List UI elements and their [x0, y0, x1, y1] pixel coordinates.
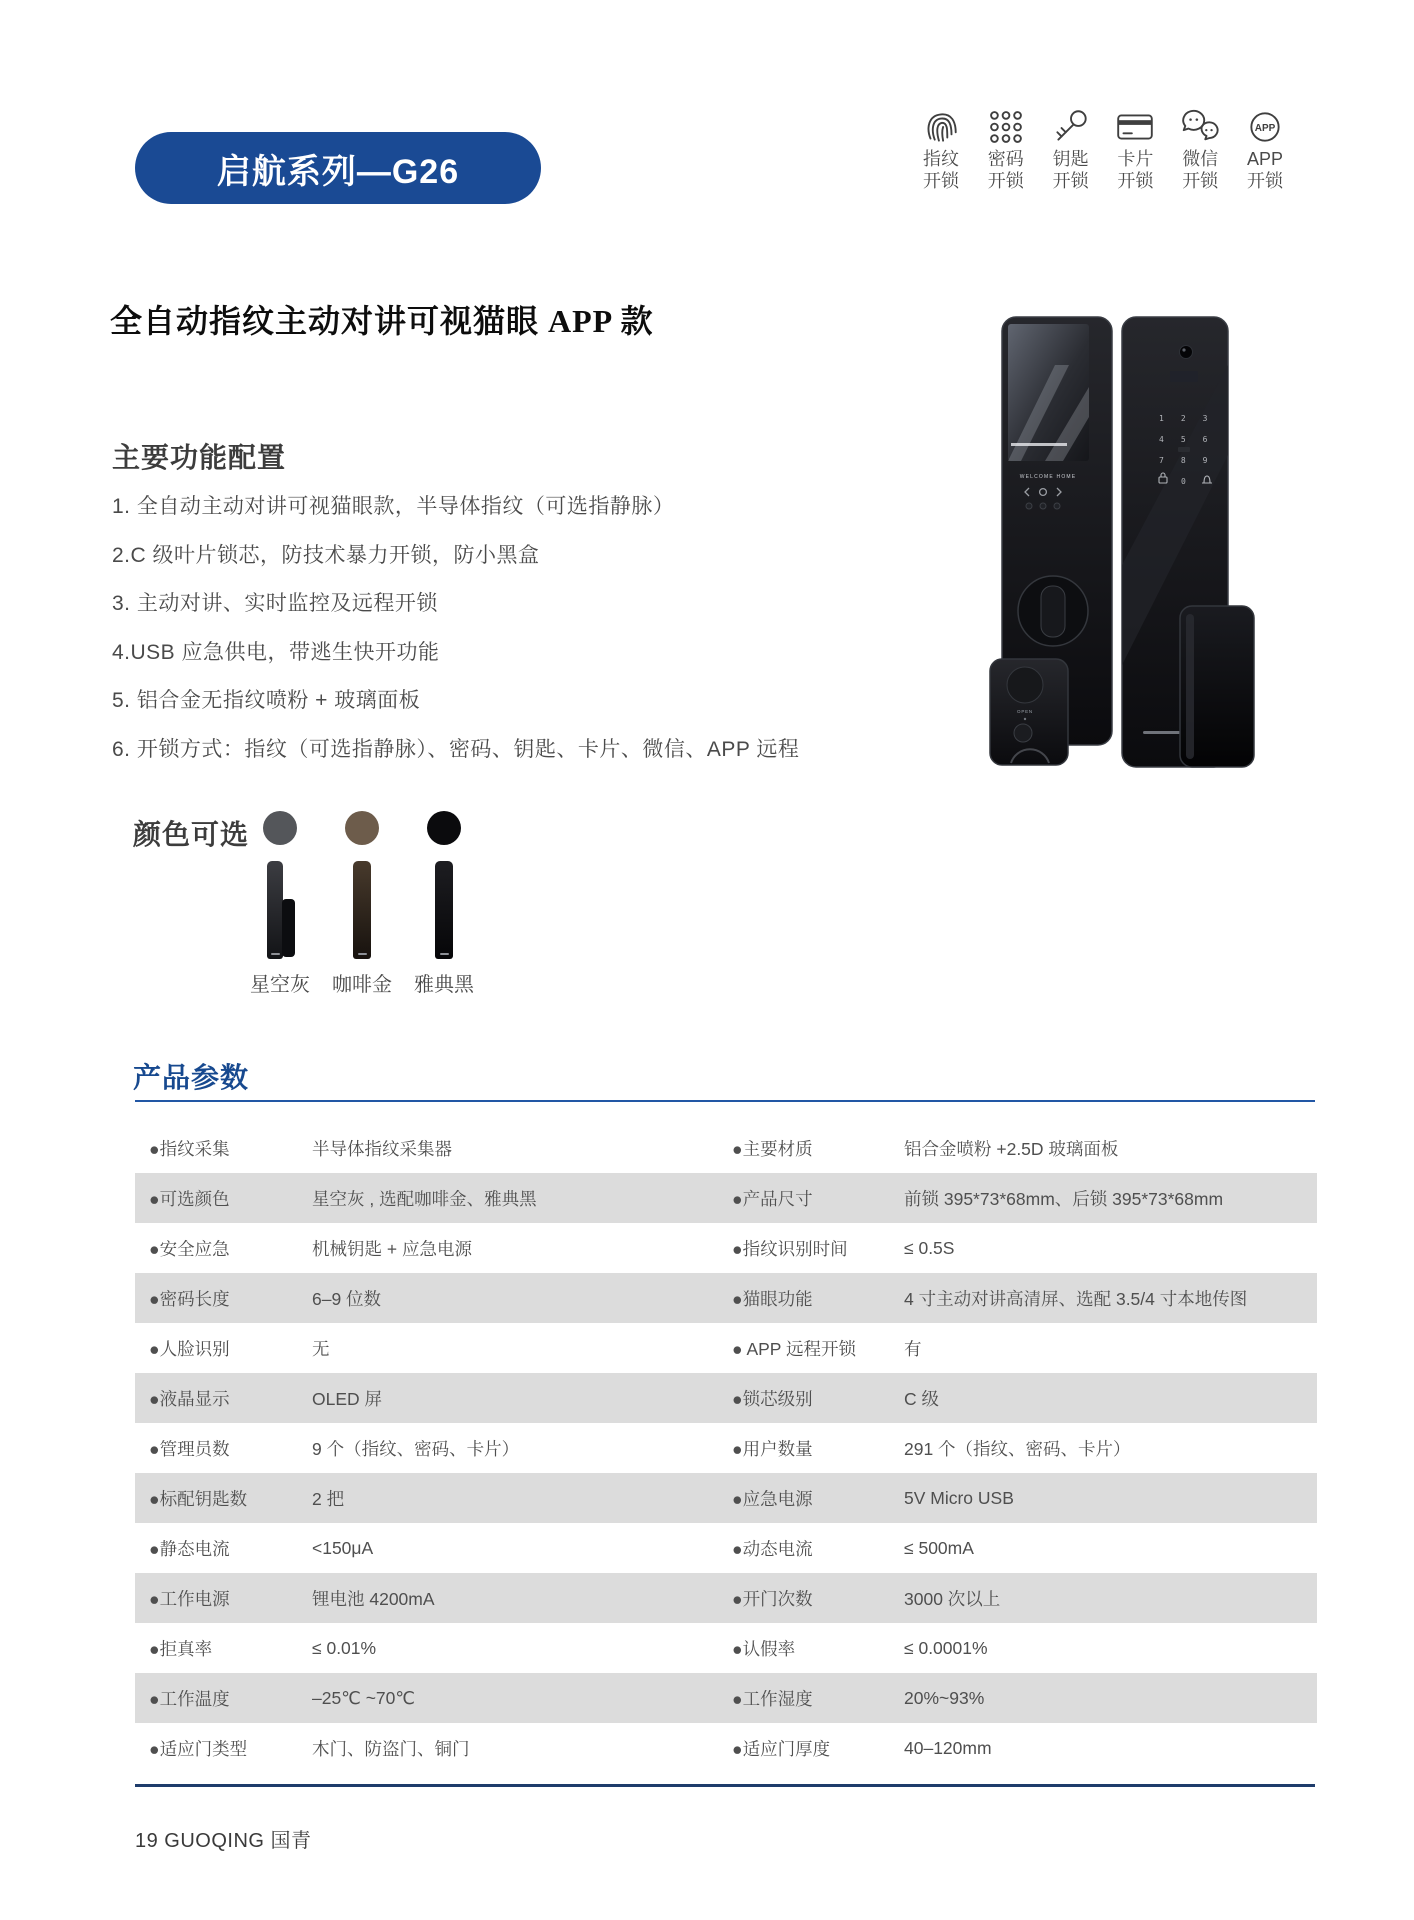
feature-item: 2.C 级叶片锁芯，防技术暴力开锁，防小黑盒 [112, 543, 540, 567]
table-row [135, 1573, 1317, 1623]
keypad-row-3: 789 [1159, 456, 1225, 465]
spec-label: ●人脸识别 [149, 1338, 230, 1359]
spec-value: 前锁 395*73*68mm、后锁 395*73*68mm [904, 1188, 1224, 1209]
lock-thumbnail-body [267, 861, 283, 959]
spec-value: 星空灰 , 选配咖啡金、雅典黑 [312, 1188, 537, 1209]
keypad-icon [985, 106, 1027, 148]
spec-value: 无 [312, 1338, 330, 1359]
spec-label: ●动态电流 [732, 1538, 813, 1559]
unlock-method-label-top: 卡片 [1117, 149, 1154, 169]
spec-value: 3000 次以上 [904, 1588, 1001, 1609]
fingerprint-icon [920, 106, 962, 148]
unlock-method-label-top: APP [1246, 149, 1283, 169]
unlock-method-label-top: 钥匙 [1052, 149, 1089, 169]
app-icon-text: APP [1254, 123, 1276, 135]
lock-thumbnail-slot [358, 953, 367, 955]
door-lock-render [985, 305, 1265, 775]
spec-label: ●适应门类型 [149, 1738, 248, 1759]
unlock-method-label-bottom: 开锁 [1052, 171, 1089, 191]
unlock-methods-row [912, 106, 1294, 192]
spec-label: ●指纹采集 [149, 1138, 230, 1159]
unlock-method-label-bottom: 开锁 [923, 171, 959, 191]
color-options-heading: 颜色可选 [133, 819, 250, 850]
camera-lens [1180, 346, 1193, 359]
spec-value: 木门、防盗门、铜门 [312, 1738, 470, 1759]
spec-value: 291 个（指纹、密码、卡片） [904, 1438, 1131, 1459]
spec-label: ●用户数量 [732, 1438, 813, 1459]
spec-value: 铝合金喷粉 +2.5D 玻璃面板 [904, 1138, 1119, 1159]
open-knob [1007, 667, 1043, 703]
unlock-method-label-bottom: 开锁 [987, 171, 1024, 191]
spec-value: 4 寸主动对讲高清屏、选配 3.5/4 寸本地传图 [904, 1288, 1248, 1309]
spec-value: 锂电池 4200mA [312, 1588, 435, 1609]
unlock-method-label-top: 微信 [1182, 149, 1219, 169]
specs-table [135, 1123, 1317, 1773]
spec-label: ●液晶显示 [149, 1388, 230, 1409]
spec-value: 6–9 位数 [312, 1288, 382, 1309]
table-row [135, 1373, 1317, 1423]
spec-value: ≤ 0.5S [904, 1237, 955, 1258]
unlock-method-label-top: 指纹 [923, 149, 959, 169]
unlock-method-label-bottom: 开锁 [1117, 171, 1154, 191]
specs-heading: 产品参数 [133, 1062, 250, 1093]
table-row [135, 1673, 1317, 1723]
spec-label: ●标配钥匙数 [149, 1488, 248, 1509]
indicator-dot [1024, 718, 1026, 720]
lock-thumbnail-slot [271, 953, 280, 955]
table-row [135, 1273, 1317, 1323]
unlock-method-card [1106, 106, 1164, 192]
unlock-method-wechat [1171, 106, 1229, 192]
color-swatch-black [427, 811, 461, 845]
table-row [135, 1473, 1317, 1523]
unlock-method-passcode [977, 106, 1035, 192]
spec-value: 5V Micro USB [904, 1487, 1014, 1508]
color-swatch-gray [263, 811, 297, 845]
open-label: OPEN [1017, 709, 1033, 714]
feature-item: 6. 开锁方式：指纹（可选指静脉）、密码、钥匙、卡片、微信、APP 远程 [112, 737, 800, 761]
table-row [135, 1423, 1317, 1473]
feature-item: 4.USB 应急供电，带逃生快开功能 [112, 640, 440, 664]
table-row [135, 1323, 1317, 1373]
spec-label: ●安全应急 [149, 1238, 230, 1259]
color-name: 星空灰 [250, 974, 310, 996]
table-row [135, 1223, 1317, 1273]
spec-label: ●指纹识别时间 [732, 1238, 848, 1259]
unlock-method-label-top: 密码 [987, 149, 1024, 169]
lock-thumbnail-gray [267, 861, 295, 961]
specs-divider-bottom [135, 1784, 1315, 1787]
spec-label: ● APP 远程开锁 [732, 1338, 857, 1359]
table-row [135, 1123, 1317, 1173]
camera-glint [1182, 348, 1185, 351]
color-name: 雅典黑 [414, 974, 474, 996]
lock-thumbnail-body [353, 861, 371, 959]
table-row [135, 1523, 1317, 1573]
keypad-row-2: 456 [1159, 435, 1225, 444]
specs-divider-top [135, 1100, 1315, 1102]
spec-label: ●工作温度 [149, 1688, 230, 1709]
unlock-method-key [1042, 106, 1100, 192]
spec-value: –25℃ ~70℃ [312, 1687, 416, 1708]
lock-thumbnail-slot [440, 953, 449, 955]
features-list [112, 481, 799, 772]
spec-label: ●开门次数 [732, 1588, 813, 1609]
spec-value: C 级 [904, 1388, 939, 1409]
spec-label: ●静态电流 [149, 1538, 230, 1559]
screen-floor-line [1011, 443, 1067, 446]
spec-value: 40–120mm [904, 1737, 992, 1758]
feature-item: 5. 铝合金无指纹喷粉 + 玻璃面板 [112, 689, 421, 713]
nav-button [1054, 503, 1060, 509]
spec-label: ●认假率 [732, 1638, 796, 1659]
brand-plate [1170, 371, 1198, 382]
key-icon [1050, 106, 1092, 148]
spec-value: 9 个（指纹、密码、卡片） [312, 1438, 520, 1459]
spec-label: ●锁芯级别 [732, 1388, 813, 1409]
spec-value: 机械钥匙 + 应急电源 [312, 1238, 472, 1259]
spec-value: 半导体指纹采集器 [312, 1138, 452, 1159]
lock-thumbnail-coffee [353, 861, 371, 961]
feature-item: 1. 全自动主动对讲可视猫眼款，半导体指纹（可选指静脉） [112, 495, 675, 519]
table-row [135, 1623, 1317, 1673]
nav-button [1026, 503, 1032, 509]
lock-thumbnail-black [435, 861, 453, 961]
spec-value: 20%~93% [904, 1687, 985, 1708]
spec-value: <150μA [312, 1537, 374, 1558]
spec-label: ●工作电源 [149, 1588, 230, 1609]
spec-value: ≤ 500mA [904, 1537, 974, 1558]
lock-thumbnail-handle [282, 899, 295, 957]
spec-label: ●管理员数 [149, 1438, 230, 1459]
spec-label: ●适应门厚度 [732, 1738, 831, 1759]
keypad-zero: 0 [1181, 477, 1203, 486]
spec-label: ●猫眼功能 [732, 1288, 813, 1309]
color-name: 咖啡金 [332, 974, 392, 996]
screen-caption: WELCOME HOME [1019, 474, 1077, 480]
handle-highlight [1186, 614, 1194, 759]
spec-value: OLED 屏 [312, 1388, 383, 1409]
unlock-method-fingerprint [912, 106, 970, 192]
keypad-row-1: 123 [1159, 414, 1225, 423]
wechat-icon [1179, 106, 1221, 148]
spec-label: ●主要材质 [732, 1138, 813, 1159]
color-swatch-coffee [345, 811, 379, 845]
spec-label: ●产品尺寸 [732, 1188, 813, 1209]
product-photo [985, 305, 1265, 775]
off-switch [1014, 724, 1032, 742]
page-footer: 19 GUOQING 国青 [135, 1830, 312, 1852]
unlock-method-label-bottom: 开锁 [1246, 171, 1283, 191]
table-row [135, 1173, 1317, 1223]
spec-label: ●可选颜色 [149, 1188, 230, 1209]
app-icon [1244, 106, 1286, 148]
spec-value: 2 把 [312, 1488, 345, 1509]
card-icon [1114, 106, 1156, 148]
spec-label: ●密码长度 [149, 1288, 230, 1309]
spec-value: ≤ 0.0001% [904, 1637, 988, 1658]
page-title: 全自动指纹主动对讲可视猫眼 APP 款 [110, 303, 654, 339]
unlock-method-app [1236, 106, 1294, 192]
spec-label: ●应急电源 [732, 1488, 813, 1509]
spec-value: ≤ 0.01% [312, 1637, 377, 1658]
series-badge [135, 132, 541, 204]
feature-item: 3. 主动对讲、实时监控及远程开锁 [112, 592, 438, 616]
thumbturn-grip [1041, 586, 1065, 637]
features-heading: 主要功能配置 [112, 442, 287, 473]
nav-button [1040, 503, 1046, 509]
spec-value: 有 [904, 1338, 922, 1359]
unlock-method-label-bottom: 开锁 [1182, 171, 1219, 191]
spec-label: ●工作湿度 [732, 1688, 813, 1709]
spec-label: ●拒真率 [149, 1638, 213, 1659]
keypad-clear-key [1178, 447, 1190, 452]
lock-thumbnail-body [435, 861, 453, 959]
table-row [135, 1723, 1317, 1773]
series-badge-label: 启航系列—G26 [216, 152, 460, 191]
